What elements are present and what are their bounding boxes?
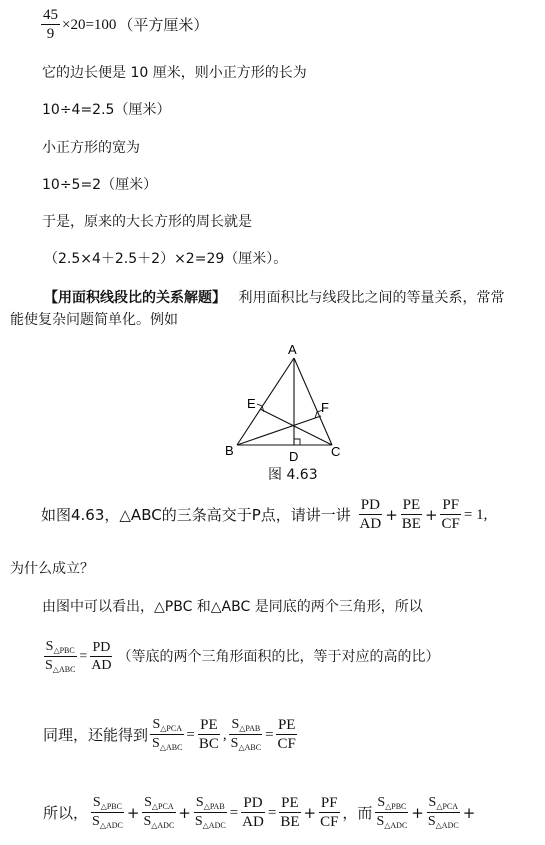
fraction-numerator: PF [442,497,460,513]
area-calculation [40,8,209,42]
question-line: 为什么成立？ [10,561,94,577]
therefore-equations [42,796,476,830]
fraction-numerator: $S_{\triangle PAB}$ [195,795,225,811]
fraction-numerator: 45 [43,7,58,23]
equals-sign: = [265,726,274,743]
text-line-width-calc: 10÷5=2（厘米） [42,177,158,193]
point-label-f: F [321,400,329,415]
fraction-pd-ad [358,498,384,532]
example-statement [40,498,488,532]
similar-equations [42,718,299,752]
plus-sign: + [126,803,140,822]
equals-sign: = [229,804,239,821]
fraction-denominator: CF [320,814,339,830]
plus-sign: + [424,505,438,524]
fraction-numerator: PD [92,640,111,655]
fraction-numerator: $S_{\triangle PCA}$ [428,795,459,811]
fraction-numerator: PE [402,497,421,513]
area-ratio-equation [42,640,441,674]
fraction-numerator: PF [320,795,338,811]
fraction-45-9 [41,8,60,42]
section-paragraph-line2: 能使复杂问题简单化。例如 [10,312,178,328]
side-ab [237,358,294,445]
fraction-denominator: $S_{\triangle ABC}$ [230,736,262,752]
fraction-denominator: AD [359,516,382,532]
point-label-e: E [247,396,256,411]
comma: , [222,726,227,743]
area-fraction-pab-abc [229,718,263,752]
triangle-figure [222,342,352,462]
plus-sign: + [178,803,191,822]
area-fraction-3 [193,796,228,830]
fraction-denominator: 9 [46,26,55,42]
fraction-numerator: PD [243,795,263,811]
fraction-pd-ad [89,641,113,673]
fraction-denominator: $S_{\triangle ADC}$ [194,814,226,830]
equals-one: = 1, [463,506,488,523]
similar-prefix: 同理，还能得到 [43,725,149,744]
fraction-pd-ad [240,796,266,830]
fraction-denominator: AD [91,658,112,673]
area-fraction-pbc-abc [43,640,77,674]
and-conjunction: ，而 [342,803,373,822]
fraction-denominator: $S_{\triangle ABC}$ [45,658,76,674]
fraction-numerator: $S_{\triangle PBC}$ [377,795,407,811]
point-label-d: D [289,449,299,462]
fraction-numerator: PE [281,795,299,811]
figure-caption: 图 4.63 [268,467,318,483]
fraction-denominator: BC [198,736,219,752]
area-fraction-pca-abc [150,718,184,752]
vertex-label-c: C [331,444,341,459]
fraction-pe-cf [276,718,298,752]
fraction-denominator: $S_{\triangle ABC}$ [152,736,183,752]
fraction-numerator: $S_{\triangle PCA}$ [152,717,182,733]
altitude-bf [237,416,321,445]
fraction-pe-bc [197,718,221,752]
text-line-perimeter-calc: （2.5×4＋2.5＋2）×2=29（厘米）。 [44,251,288,267]
fraction-denominator: CF [277,736,296,752]
area-fraction-1 [90,796,125,830]
section-title: 【用面积线段比的关系解题】 [44,290,226,306]
fraction-pe-be [278,796,301,830]
vertex-label-b: B [225,443,234,458]
section-paragraph-line1 [44,291,504,305]
fraction-pe-be [400,498,423,532]
fraction-denominator: AD [242,814,264,830]
plus-sign: + [385,505,398,524]
vertex-label-a: A [288,342,297,357]
fraction-denominator: CF [441,516,460,532]
fraction-numerator: PE [277,717,296,733]
explanation-line: 由图中可以看出，△PBC 和△ABC 是同底的两个三角形，所以 [42,599,423,615]
fraction-numerator: PE [200,717,218,733]
plus-sign: + [411,803,424,822]
section-text-1: 利用面积比与线段比之间的等量关系，常常 [238,290,505,306]
text-line-width-intro: 小正方形的宽为 [42,140,140,156]
text-line-length-calc: 10÷4=2.5（厘米） [42,102,171,118]
fraction-pf-cf [440,498,462,532]
fraction-denominator: BE [280,814,300,830]
text-line-perimeter-intro: 于是，原来的大长方形的周长就是 [42,214,252,230]
equals-sign: = [79,649,88,664]
therefore-prefix: 所以， [43,803,89,822]
fraction-denominator: $S_{\triangle ADC}$ [376,814,408,830]
plus-sign: + [303,803,317,822]
area-unit: （平方厘米） [118,15,209,34]
fraction-numerator: $S_{\triangle PCA}$ [144,795,174,811]
area-fraction-5 [426,796,461,830]
fraction-denominator: $S_{\triangle ADC}$ [92,814,123,830]
trailing-plus: + [462,803,476,822]
fraction-numerator: $S_{\triangle PBC}$ [45,639,75,655]
right-angle-d [294,439,300,445]
equals-sign: = [186,726,195,743]
fraction-numerator: $S_{\triangle PBC}$ [92,795,122,811]
area-expression: ×20=100 [62,16,117,33]
fraction-denominator: $S_{\triangle ADC}$ [143,814,175,830]
example-prefix: 如图4.63，△ABC的三条高交于P点，请讲一讲 [41,505,351,524]
area-fraction-4 [374,796,409,830]
fraction-pf-cf [318,796,340,830]
equals-sign: = [267,804,277,821]
fraction-numerator: $S_{\triangle PAB}$ [231,717,261,733]
area-fraction-2 [141,796,176,830]
fraction-denominator: BE [401,516,421,532]
text-line-side-length: 它的边长便是 10 厘米，则小正方形的长为 [42,65,307,81]
fraction-denominator: $S_{\triangle ADC}$ [427,814,459,830]
explanation-note: （等底的两个三角形面积的比，等于对应的高的比） [117,649,440,665]
fraction-numerator: PD [360,497,380,513]
